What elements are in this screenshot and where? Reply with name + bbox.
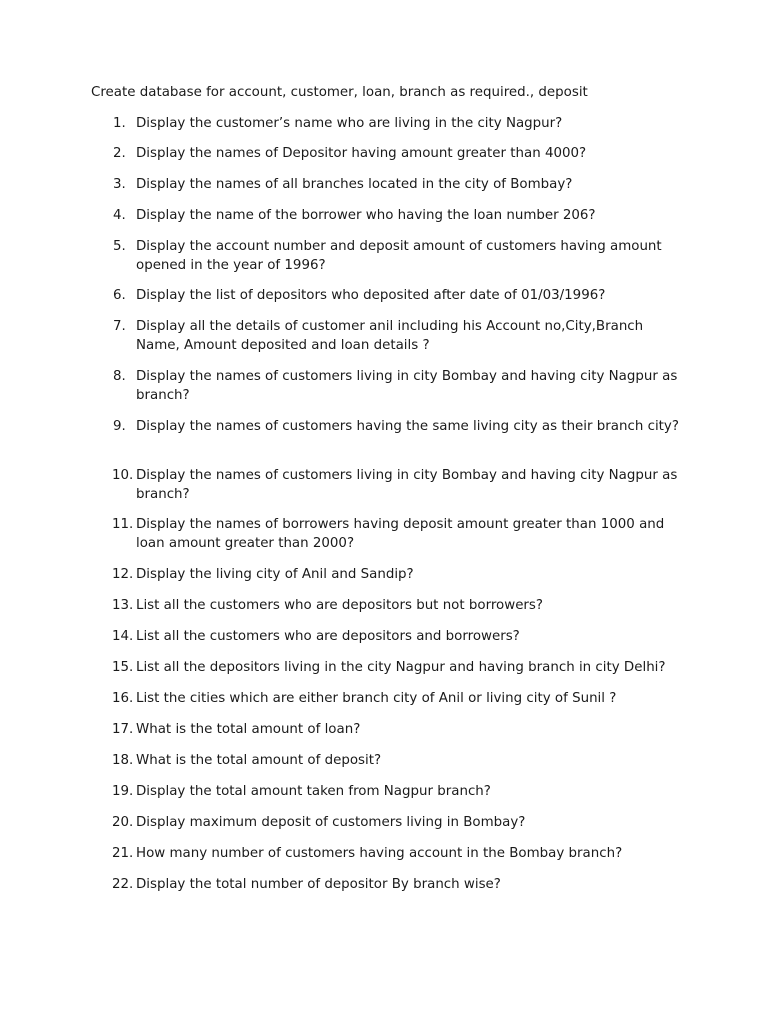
item-text: Display the customer’s name who are living in the city Nagpur? xyxy=(136,116,563,131)
item-text: Display the names of borrowers having deposit amount greater than 1000 and loan amount greater than 2000? xyxy=(136,517,665,551)
list-item xyxy=(112,751,682,770)
item-text: List the cities which are either branch city of Anil or living city of Sunil ? xyxy=(136,691,617,706)
item-text: Display the names of customers living in city Bombay and having city Nagpur as branch? xyxy=(136,369,678,403)
item-text: List all the customers who are depositors but not borrowers? xyxy=(136,598,544,613)
item-number: 5. xyxy=(113,239,126,254)
list-item xyxy=(112,720,682,739)
item-text: Display the name of the borrower who having the loan number 206? xyxy=(136,208,596,223)
item-text: What is the total amount of deposit? xyxy=(136,753,382,768)
item-number: 6. xyxy=(113,288,126,303)
item-text: Display the names of Depositor having amount greater than 4000? xyxy=(136,146,587,161)
list-item xyxy=(112,114,682,133)
item-text: Display all the details of customer anil including his Account no,City,Branch Name, Amount deposited and loan details ? xyxy=(136,319,644,353)
item-number: 12. xyxy=(112,567,134,582)
list-item xyxy=(112,689,682,708)
item-text: Display the total amount taken from Nagpur branch? xyxy=(136,784,491,799)
list-item xyxy=(112,466,682,504)
list-item xyxy=(112,813,682,832)
list-item xyxy=(112,367,682,405)
item-number: 8. xyxy=(113,369,126,384)
list-item xyxy=(112,782,682,801)
list-item xyxy=(112,844,682,863)
item-text: Display the list of depositors who deposited after date of 01/03/1996? xyxy=(136,288,606,303)
item-text: Display the names of all branches located in the city of Bombay? xyxy=(136,177,573,192)
item-text: Display the living city of Anil and Sandip? xyxy=(136,567,414,582)
item-number: 7. xyxy=(113,319,126,334)
item-number: 1. xyxy=(113,116,126,131)
item-number: 13. xyxy=(112,598,134,613)
item-text: What is the total amount of loan? xyxy=(136,722,361,737)
list-item xyxy=(112,596,682,615)
list-item xyxy=(112,206,682,225)
item-number: 16. xyxy=(112,691,134,706)
list-item xyxy=(112,317,682,355)
list-item xyxy=(112,875,682,894)
list-item xyxy=(112,144,682,163)
item-number: 20. xyxy=(112,815,134,830)
item-number: 15. xyxy=(112,660,134,675)
item-number: 3. xyxy=(113,177,126,192)
item-text: Display the account number and deposit amount of customers having amount opened in the year of 1996? xyxy=(136,239,662,273)
list-item xyxy=(112,237,682,275)
list-item xyxy=(112,565,682,584)
item-text: Display the names of customers having the same living city as their branch city? xyxy=(136,419,679,434)
intro-text: Create database for account, customer, loan, branch as required., deposit xyxy=(91,85,588,100)
item-text: How many number of customers having account in the Bombay branch? xyxy=(136,846,623,861)
list-item xyxy=(112,627,682,646)
list-item xyxy=(112,175,682,194)
item-number: 4. xyxy=(113,208,126,223)
item-number: 21. xyxy=(112,846,134,861)
item-number: 22. xyxy=(112,877,134,892)
item-number: 17. xyxy=(112,722,134,737)
item-number: 2. xyxy=(113,146,126,161)
item-number: 18. xyxy=(112,753,134,768)
item-text: List all the depositors living in the city Nagpur and having branch in city Delhi? xyxy=(136,660,666,675)
item-text: Display maximum deposit of customers living in Bombay? xyxy=(136,815,526,830)
list-item xyxy=(112,417,682,436)
item-text: Display the names of customers living in city Bombay and having city Nagpur as branch? xyxy=(136,468,678,502)
list-item xyxy=(112,515,682,553)
item-number: 11. xyxy=(112,517,134,532)
list-item xyxy=(112,286,682,305)
item-text: Display the total number of depositor By branch wise? xyxy=(136,877,501,892)
list-item xyxy=(112,658,682,677)
item-number: 10. xyxy=(112,468,134,483)
item-number: 19. xyxy=(112,784,134,799)
item-number: 9. xyxy=(113,419,126,434)
item-number: 14. xyxy=(112,629,134,644)
item-text: List all the customers who are depositors and borrowers? xyxy=(136,629,520,644)
